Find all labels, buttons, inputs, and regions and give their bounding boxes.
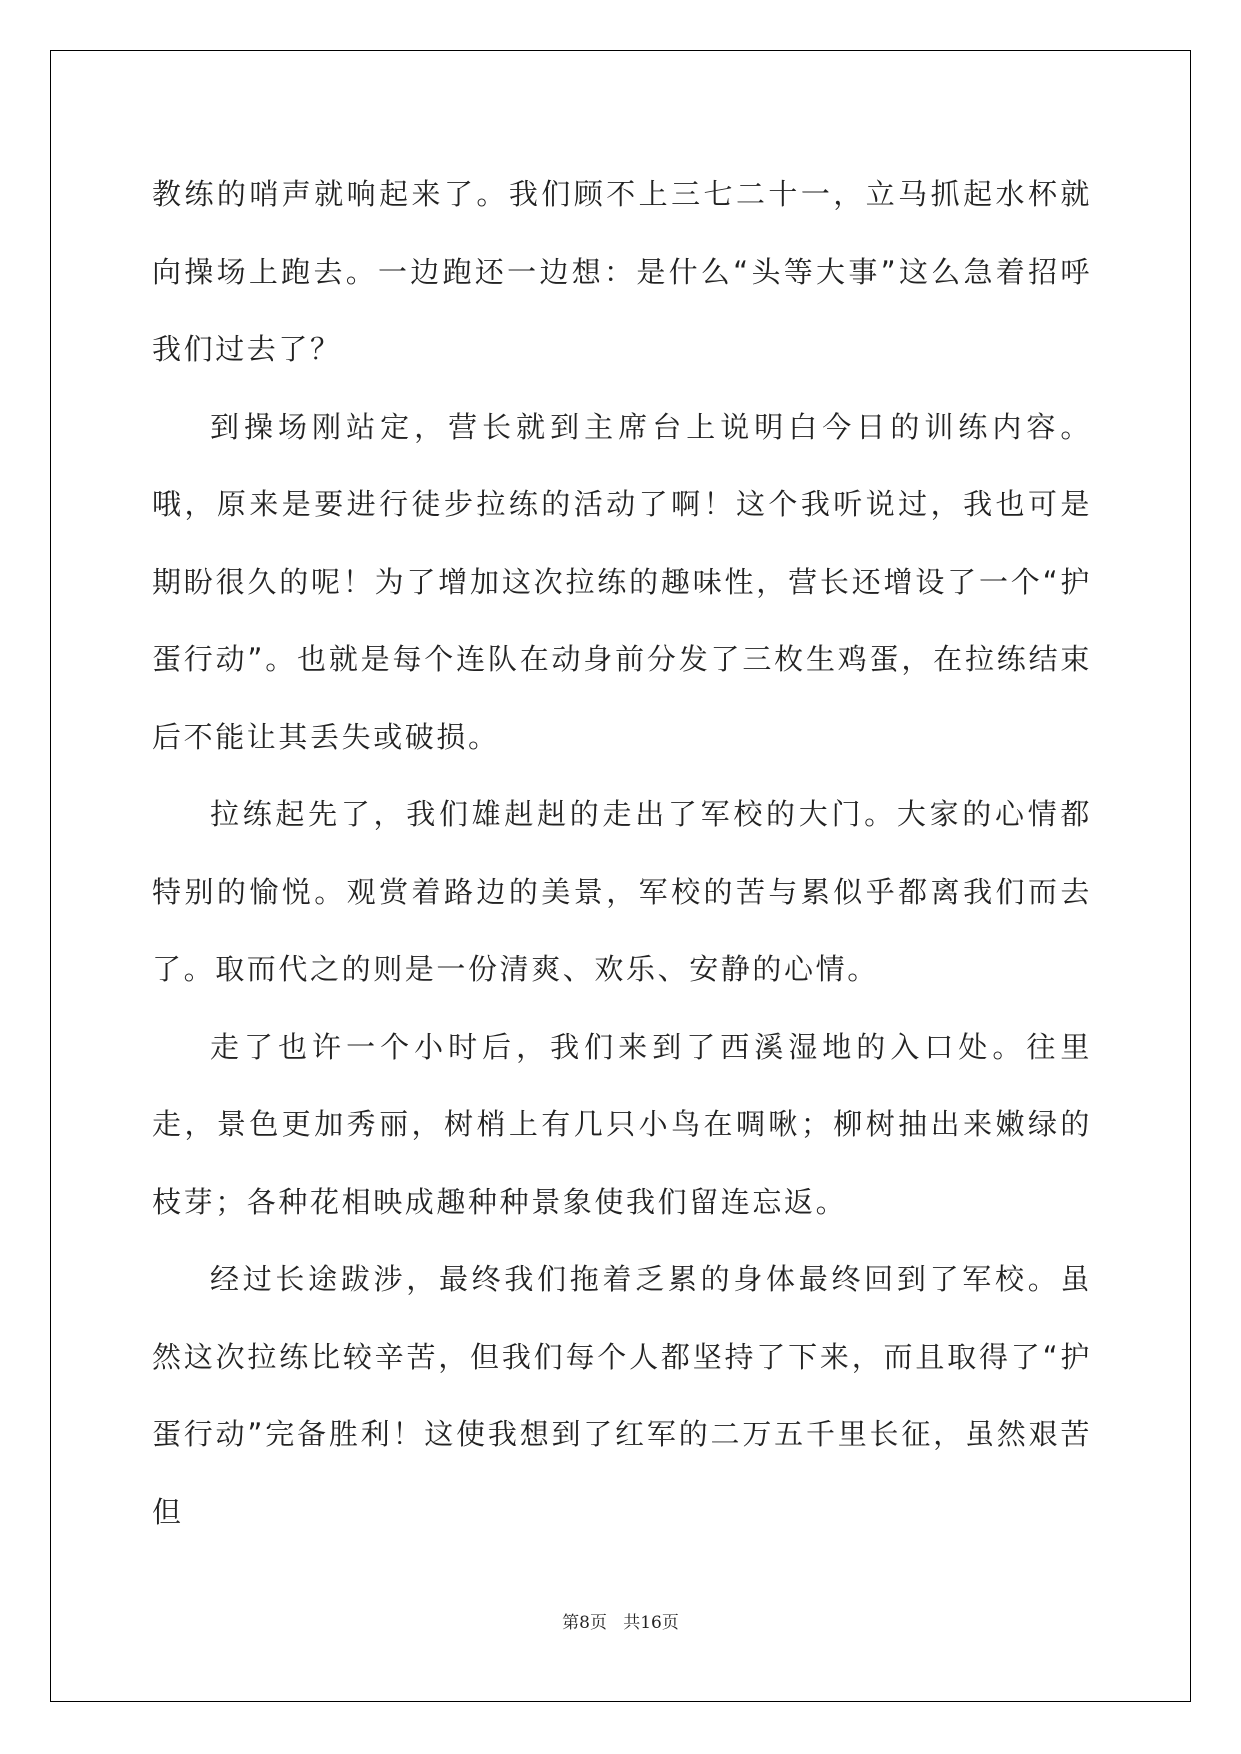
- page-footer: [0, 1608, 1241, 1633]
- paragraph-5: 经过长途跋涉，最终我们拖着乏累的身体最终回到了军校。虽然这次拉练比较辛苦，但我们每个人都坚持了下来，而且取得了“护蛋行动”完备胜利！这使我想到了红军的二万五千里长征，虽然艰苦但: [152, 1262, 1092, 1529]
- paragraph-3: 拉练起先了，我们雄赳赳的走出了军校的大门。大家的心情都特别的愉悦。观赏着路边的美景，军校的苦与累似乎都离我们而去了。取而代之的则是一份清爽、欢乐、安静的心情。: [152, 797, 1092, 986]
- document-body: [152, 156, 1092, 1551]
- page-total: 共16页: [623, 1613, 679, 1633]
- paragraph-4: 走了也许一个小时后，我们来到了西溪湿地的入口处。往里走，景色更加秀丽，树梢上有几只小鸟在啁啾；柳树抽出来嫩绿的枝芽；各种花相映成趣种种景象使我们留连忘返。: [152, 1029, 1092, 1219]
- paragraph-1: 教练的哨声就响起来了。我们顾不上三七二十一，立马抓起水杯就向操场上跑去。一边跑还一边想：是什么“头等大事”这么急着招呼我们过去了？: [152, 177, 1092, 366]
- paragraph-2: 到操场刚站定，营长就到主席台上说明白今日的训练内容。哦，原来是要进行徒步拉练的活动了啊！这个我听说过，我也可是期盼很久的呢！为了增加这次拉练的趣味性，营长还增设了一个“护蛋行动”。也就是每个连队在动身前分发了三枚生鸡蛋，在拉练结束后不能让其丢失或破损。: [152, 409, 1092, 754]
- page-number: 第8页: [562, 1613, 607, 1633]
